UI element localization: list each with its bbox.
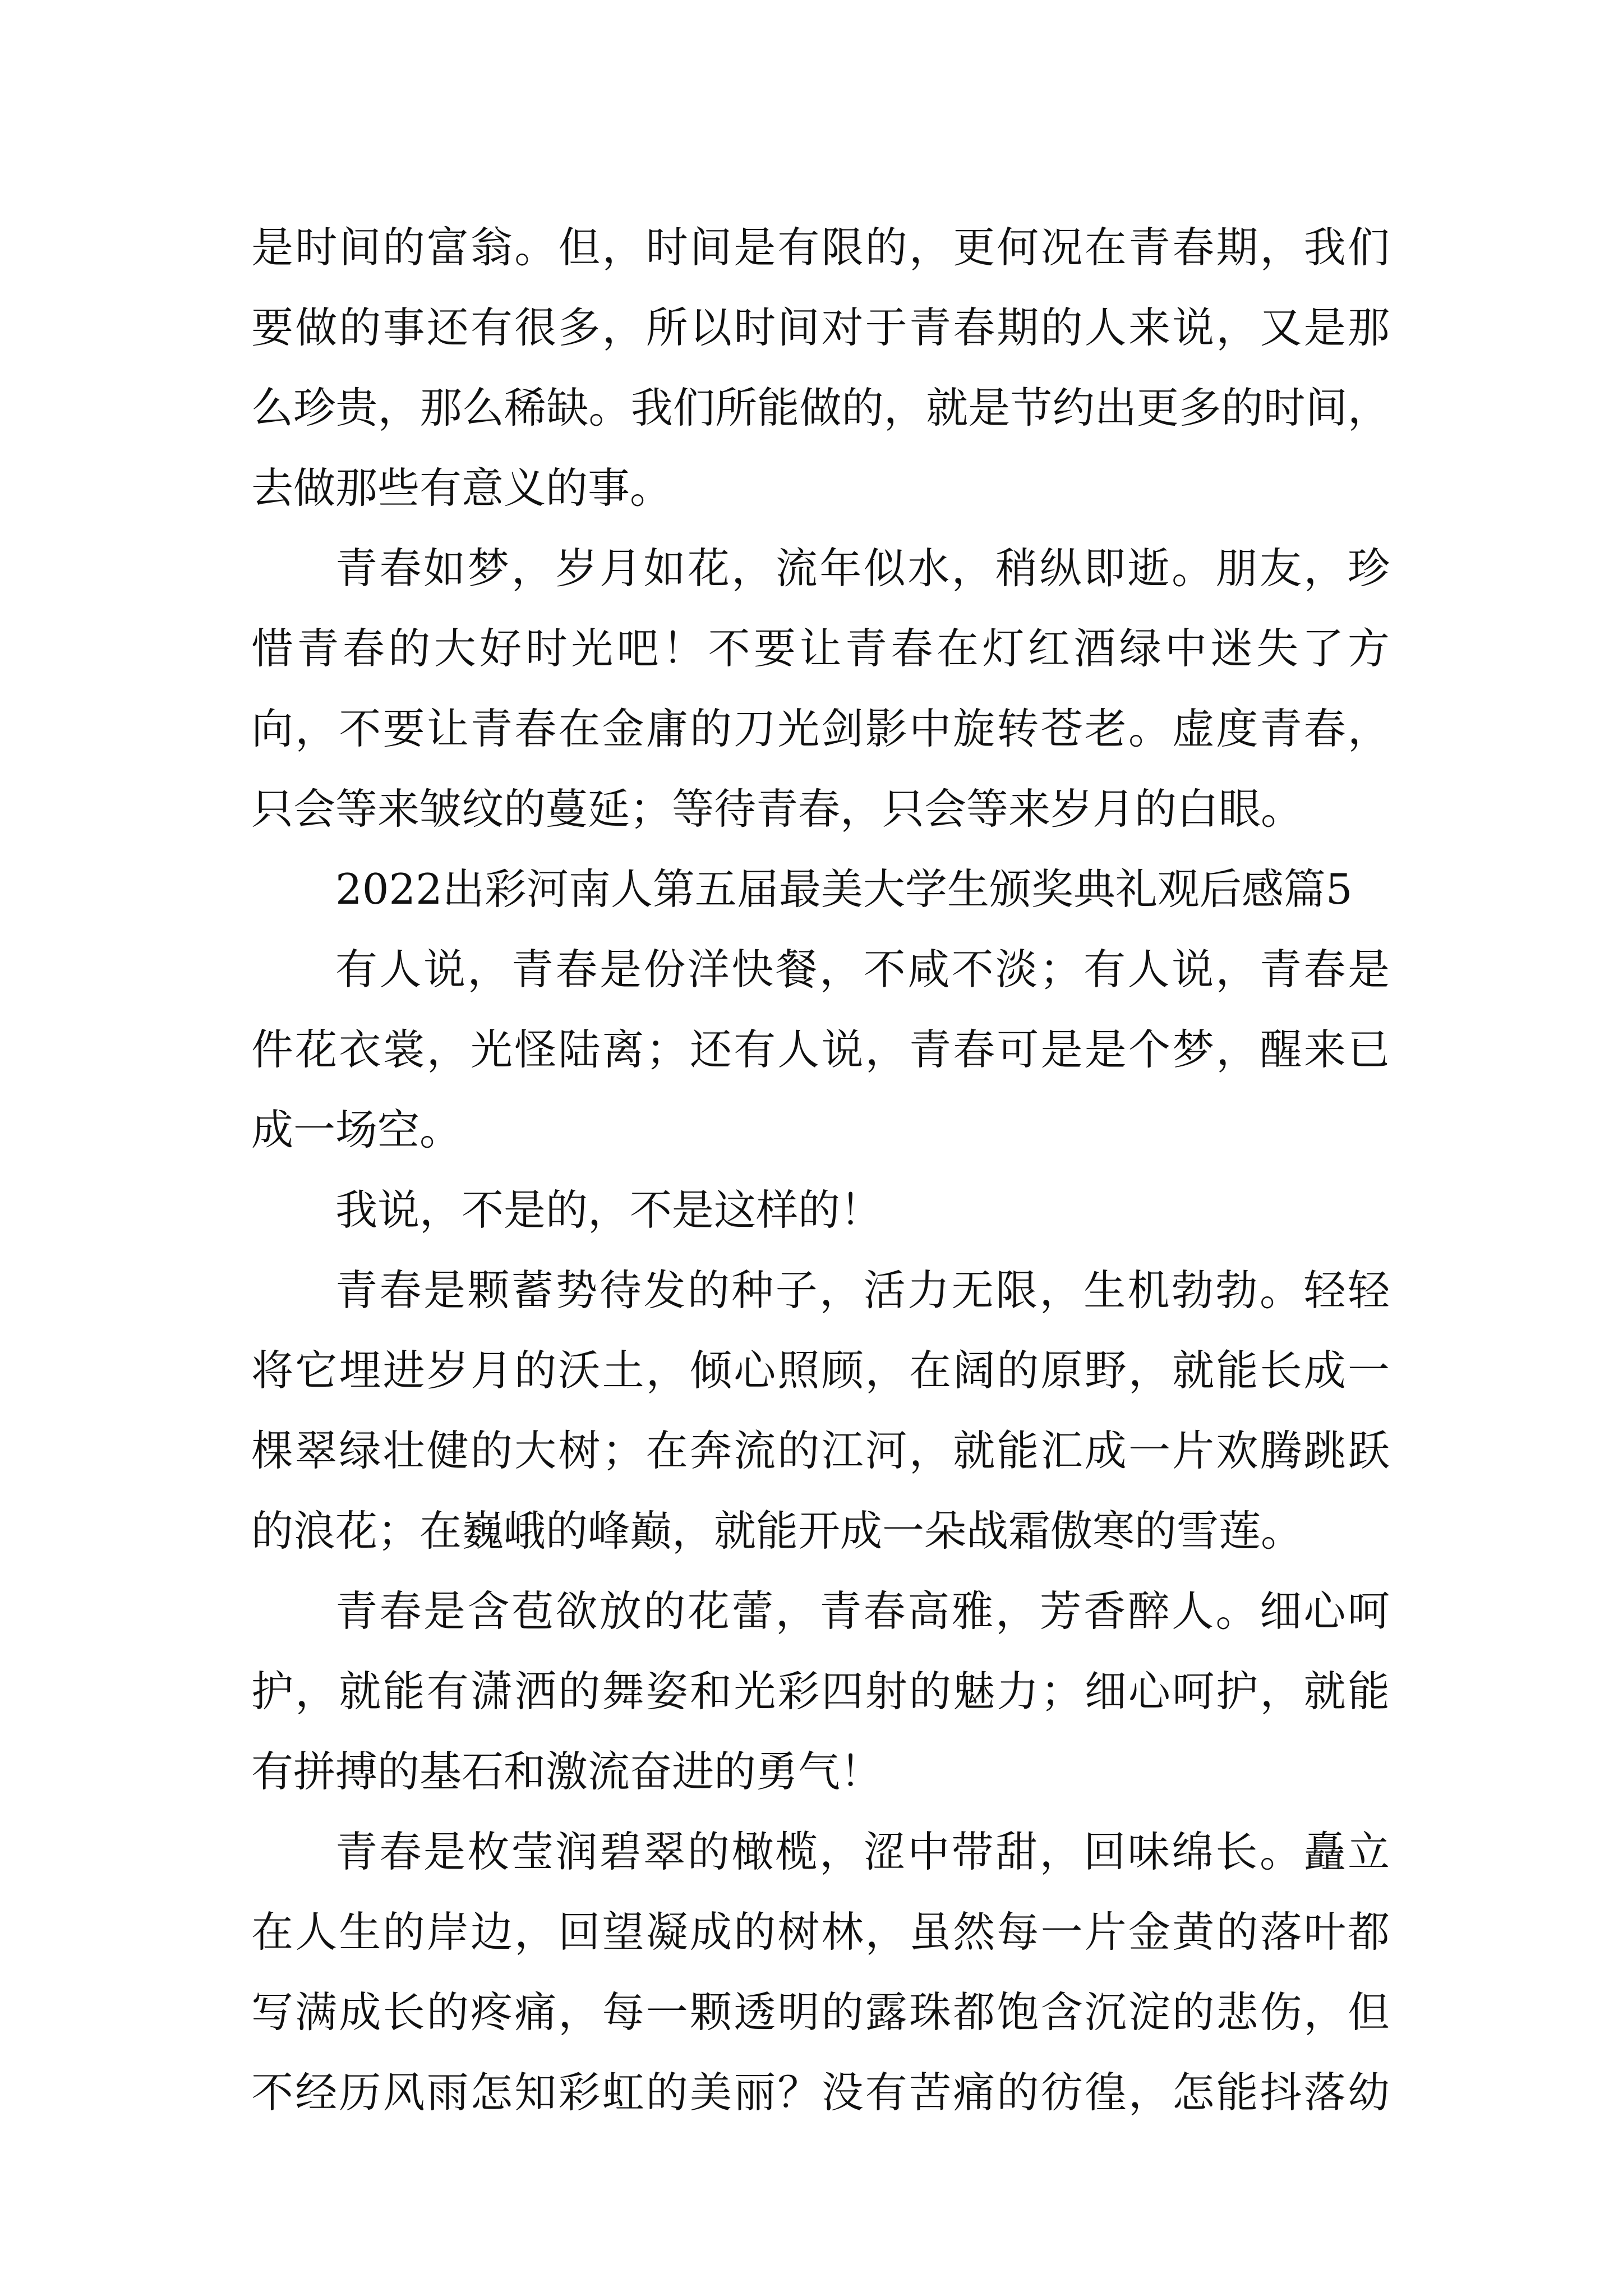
text-line: 去做那些有意义的事。 (251, 463, 672, 513)
paragraph (251, 1812, 1390, 2133)
text-line: 青春如梦，岁月如花，流年似水，稍纵即逝。朋友，珍 (335, 544, 1390, 593)
text-line: 在人生的岸边，回望凝成的树林，虽然每一片金黄的落叶都 (251, 1907, 1390, 1957)
paragraph (251, 1250, 1390, 1571)
paragraph (251, 849, 1390, 930)
paragraph (251, 1170, 1390, 1250)
text-line: 将它埋进岁月的沃土，倾心照顾，在阔的原野，就能长成一 (251, 1346, 1390, 1395)
text-line: 么珍贵，那么稀缺。我们所能做的，就是节约出更多的时间， (251, 383, 1390, 432)
text-line: 棵翠绿壮健的大树；在奔流的江河，就能汇成一片欢腾跳跃 (251, 1426, 1390, 1475)
text-line: 惜青春的大好时光吧！不要让青春在灯红酒绿中迷失了方 (251, 624, 1390, 673)
text-line: 只会等来皱纹的蔓延；等待青春，只会等来岁月的白眼。 (251, 784, 1303, 834)
text-line: 有人说，青春是份洋快餐，不咸不淡；有人说，青春是 (335, 945, 1390, 994)
paragraph (251, 1571, 1390, 1812)
text-line: 有拼搏的基石和激流奋进的勇气！ (251, 1747, 883, 1796)
text-line: 不经历风雨怎知彩虹的美丽？没有苦痛的彷徨，怎能抖落幼 (251, 2068, 1390, 2117)
text-line: 的浪花；在巍峨的峰巅，就能开成一朵战霜傲寒的雪莲。 (251, 1506, 1303, 1556)
paragraph (251, 528, 1390, 849)
text-line: 是时间的富翁。但，时间是有限的，更何况在青春期，我们 (251, 223, 1390, 272)
text-line: 成一场空。 (251, 1105, 462, 1154)
text-line: 青春是颗蓄势待发的种子，活力无限，生机勃勃。轻轻 (335, 1266, 1390, 1315)
text-line: 件花衣裳，光怪陆离；还有人说，青春可是是个梦，醒来已 (251, 1025, 1390, 1074)
text-line: 我说，不是的，不是这样的！ (335, 1185, 883, 1235)
text-line: 青春是枚莹润碧翠的橄榄，涩中带甜，回味绵长。矗立 (335, 1827, 1390, 1876)
text-line: 向，不要让青春在金庸的刀光剑影中旋转苍老。虚度青春， (251, 704, 1390, 753)
text-line: 要做的事还有很多，所以时间对于青春期的人来说，又是那 (251, 303, 1390, 352)
text-line: 写满成长的疼痛，每一颗透明的露珠都饱含沉淀的悲伤，但 (251, 1987, 1390, 2037)
paragraph (251, 930, 1390, 1170)
text-line: 青春是含苞欲放的花蕾，青春高雅，芳香醉人。细心呵 (335, 1586, 1390, 1636)
text-line: 护，就能有潇洒的舞姿和光彩四射的魅力；细心呵护，就能 (251, 1667, 1390, 1716)
text-line: 2022出彩河南人第五届最美大学生颁奖典礼观后感篇5 (335, 864, 1353, 914)
body-text (251, 208, 1390, 2133)
paragraph (251, 208, 1390, 528)
